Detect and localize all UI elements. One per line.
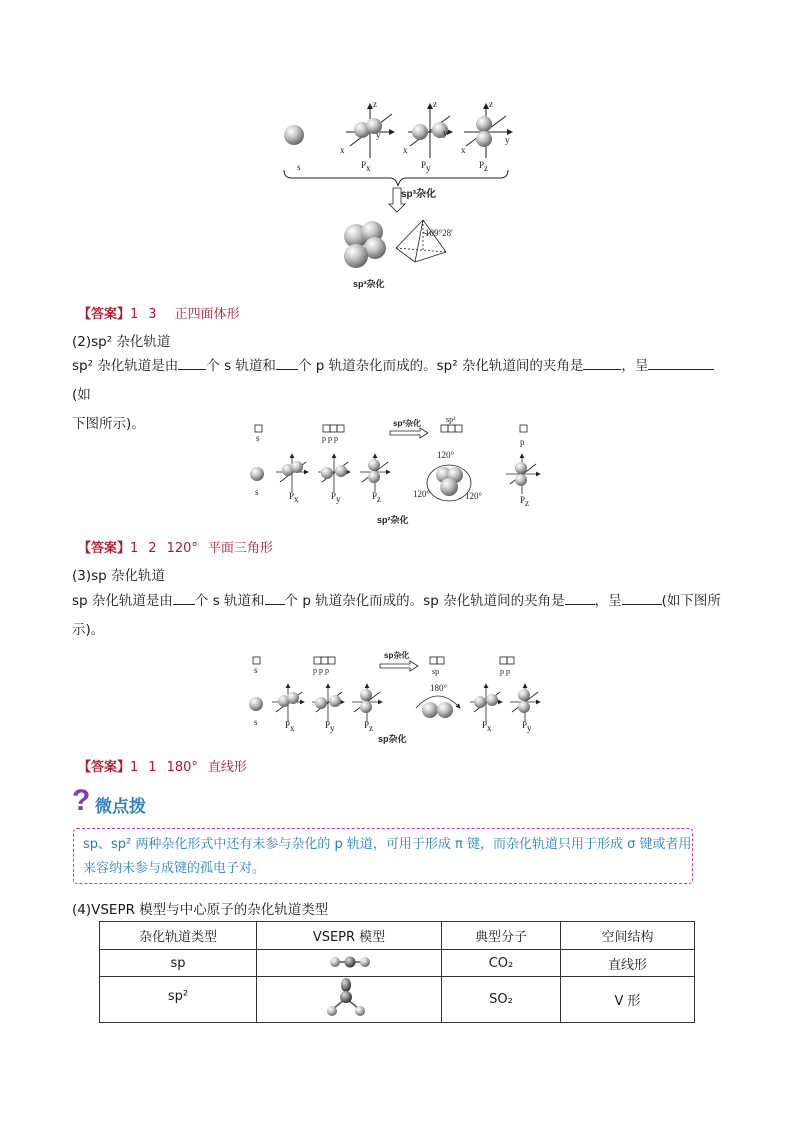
- axis-x: x: [340, 145, 345, 155]
- fig2-label-s: s: [255, 487, 259, 497]
- fig2-arrow-label: sp²杂化: [393, 419, 421, 428]
- axis-y: y: [376, 130, 381, 140]
- answer-1: 【答案】1 3 正四面体形: [78, 307, 240, 322]
- tetrahedron-icon: [396, 220, 446, 262]
- fig3-label-box-ppp: p p p: [313, 666, 329, 675]
- fig1-label-s: s: [297, 162, 301, 172]
- sp-paragraph: sp 杂化轨道是由 个 s 轨道和 个 p 轨道杂化而成的。sp 杂化轨道间的夹角是 ，呈 (如下图所 示)。: [72, 593, 721, 638]
- sp-figure: [249, 657, 540, 722]
- sp3-hybrid-orbitals-icon: [344, 221, 386, 268]
- fig3-label-s: s: [254, 717, 258, 727]
- fig3-label-box-sp: sp: [432, 667, 440, 676]
- px-orbital-icon: [346, 104, 394, 158]
- fig2-caption: sp²杂化: [377, 515, 409, 525]
- svg-text:?: ?: [72, 784, 91, 817]
- fig3-label-py: $P_y$: [325, 720, 335, 733]
- fig2-angle-left: 120°: [413, 489, 431, 499]
- fig3-label-px2: $P_x$: [482, 720, 492, 733]
- fig2-label-box-s: s: [256, 433, 260, 443]
- tip-text: sp、sp² 两种杂化形式中还有未参与杂化的 p 轨道，可用于形成 π 键，而杂化轨道只用于形成 σ 键或者用来容纳未参与成键的孤电子对。: [83, 837, 692, 876]
- fig1-label-pz: $P_z$: [479, 160, 489, 173]
- axis-z: z: [489, 99, 493, 109]
- axis-x: x: [403, 145, 408, 155]
- axis-y: y: [505, 135, 510, 145]
- molecule-cell: SO₂: [442, 977, 561, 1023]
- header-cell: 典型分子: [442, 922, 561, 950]
- sp3-figure: [284, 104, 512, 268]
- fig2-label-box-ppp: p p p: [322, 434, 338, 443]
- molecule-cell: CO₂: [442, 950, 561, 977]
- fig3-arrow-label: sp杂化: [384, 651, 410, 660]
- shape-cell: V 形: [561, 977, 695, 1023]
- table-row: [100, 977, 695, 1023]
- sp2-paragraph: sp² 杂化轨道是由 个 s 轨道和 个 p 轨道杂化而成的。sp² 杂化轨道间的夹角是 ，呈(如 下图所示)。: [72, 352, 722, 439]
- tip-title: 微点拨: [95, 797, 146, 817]
- table-header-row: [100, 922, 695, 950]
- brace: [284, 170, 508, 186]
- header-cell: VSEPR 模型: [257, 922, 442, 950]
- fig1-label-py: $P_y$: [421, 160, 431, 173]
- answer-2: 【答案】1 2 120° 平面三角形: [78, 541, 273, 556]
- fig3-angle: 180°: [430, 683, 448, 693]
- table-caption: (4)VSEPR 模型与中心原子的杂化轨道类型: [72, 902, 329, 918]
- axis-y: y: [443, 128, 448, 138]
- fig1-label-px: $P_x$: [361, 160, 371, 173]
- fig2-angle-right: 120°: [465, 491, 483, 501]
- type-cell: sp: [100, 950, 257, 977]
- fig2-label-box-p: p: [520, 437, 525, 447]
- fig3-label-py2: $P_y$: [522, 720, 532, 733]
- fig1-angle: 109°28′: [425, 228, 454, 238]
- table-row: [100, 950, 695, 977]
- sp-heading: (3)sp 杂化轨道: [72, 568, 166, 584]
- question-mark-icon: [72, 784, 90, 817]
- shape-cell: 直线形: [561, 950, 695, 977]
- header-cell: 空间结构: [561, 922, 695, 950]
- fig3-label-box-s: s: [254, 665, 258, 675]
- right-arrow-icon: [380, 661, 418, 671]
- answer-3: 【答案】1 1 180° 直线形: [78, 760, 247, 775]
- fig2-label-px: $P_x$: [289, 491, 299, 504]
- model-cell: [257, 950, 442, 977]
- fig2-label-py: $P_y$: [331, 491, 341, 504]
- fig1-caption: sp³杂化: [353, 279, 385, 289]
- fig2-label-pz2: $P_z$: [520, 495, 530, 508]
- vsepr-table: [99, 921, 695, 1023]
- fig3-label-box-pp: p p: [500, 667, 510, 676]
- axis-z: z: [433, 99, 437, 109]
- s-orbital-icon: [284, 125, 304, 145]
- fig1-arrow-label: sp³杂化: [401, 189, 436, 200]
- type-cell: sp²: [100, 977, 257, 1023]
- fig2-label-box-sp2: sp²: [446, 415, 456, 424]
- fig3-caption: sp杂化: [378, 734, 407, 744]
- axis-z: z: [373, 99, 377, 109]
- fig3-label-pz: $P_z$: [364, 720, 374, 733]
- header-cell: 杂化轨道类型: [100, 922, 257, 950]
- sp2-heading: (2)sp² 杂化轨道: [72, 334, 171, 350]
- fig2-angle-top: 120°: [437, 450, 455, 460]
- axis-x: x: [461, 145, 466, 155]
- model-cell: [257, 977, 442, 1023]
- fig3-label-px: $P_x$: [285, 720, 295, 733]
- pz-orbital-icon: [464, 104, 512, 158]
- fig2-label-pz: $P_z$: [372, 491, 382, 504]
